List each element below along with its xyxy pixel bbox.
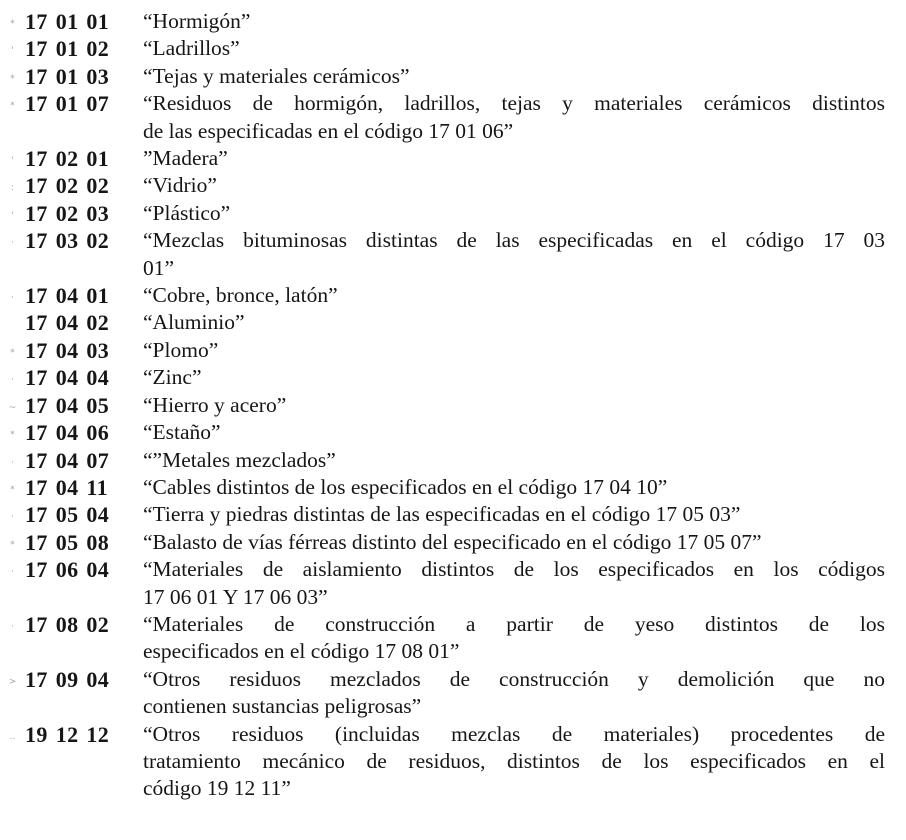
waste-code: 17 03 02 <box>25 228 110 254</box>
list-item <box>0 501 886 528</box>
list-item <box>0 556 886 611</box>
list-item <box>0 611 886 666</box>
description-line: “Estaño” <box>143 420 221 445</box>
list-item <box>0 721 886 803</box>
list-item <box>0 145 886 172</box>
list-item <box>0 309 886 336</box>
waste-description <box>143 337 885 364</box>
list-item <box>0 282 886 309</box>
description-line: “Otros residuos (incluidas mezclas de materiales) procedentes de <box>143 721 885 746</box>
list-item <box>0 227 886 282</box>
waste-description <box>143 309 885 336</box>
description-line: “Plomo” <box>143 337 219 362</box>
description-line: tratamiento mecánico de residuos, distintos de los especificados en el <box>143 748 885 773</box>
waste-description <box>143 556 885 611</box>
list-item <box>0 474 886 501</box>
list-item <box>0 8 886 35</box>
waste-description <box>143 474 885 501</box>
description-line: “Vidrio” <box>143 173 217 198</box>
waste-code: 17 04 06 <box>25 420 110 446</box>
margin-mark-icon: * <box>10 430 15 441</box>
waste-description <box>143 63 885 90</box>
waste-description <box>143 227 885 282</box>
waste-description <box>143 172 885 199</box>
description-line: contienen sustancias peligrosas” <box>143 694 422 719</box>
waste-code: 17 05 08 <box>25 529 110 555</box>
waste-code: 17 04 04 <box>25 365 110 391</box>
waste-description <box>143 666 885 721</box>
waste-code: 17 04 01 <box>25 283 110 309</box>
margin-mark-icon: · <box>11 457 14 468</box>
margin-mark-icon: * <box>10 19 15 29</box>
waste-code: 17 04 05 <box>25 392 110 418</box>
waste-description <box>143 200 885 227</box>
waste-description <box>143 282 885 309</box>
description-line: “Aluminio” <box>143 310 245 335</box>
waste-code: 17 06 04 <box>25 557 110 583</box>
description-line: “Residuos de hormigón, ladrillos, tejas y materiales cerámicos distintos <box>143 91 885 116</box>
margin-mark-icon: : <box>10 183 15 194</box>
margin-mark-icon: ~ <box>8 402 17 413</box>
waste-description <box>143 35 885 62</box>
description-line: de las especificadas en el código 17 01 06” <box>143 118 514 143</box>
waste-description <box>143 145 885 172</box>
list-item <box>0 364 886 391</box>
margin-mark-icon: ' <box>11 46 14 57</box>
description-line: “Hierro y acero” <box>143 392 287 417</box>
list-item <box>0 392 886 419</box>
list-item <box>0 200 886 227</box>
waste-code: 17 01 03 <box>25 63 110 89</box>
waste-description <box>143 721 885 803</box>
waste-description <box>143 8 885 35</box>
waste-code: 17 01 07 <box>25 91 110 117</box>
margin-mark-icon: .. <box>9 731 16 742</box>
waste-code: 17 04 02 <box>25 310 110 336</box>
waste-description <box>143 611 885 666</box>
waste-code: 17 04 11 <box>25 474 108 500</box>
description-line: especificados en el código 17 08 01” <box>143 639 460 664</box>
description-line: “Tierra y piedras distintas de las especificadas en el código 17 05 03” <box>143 502 741 527</box>
waste-code: 17 02 01 <box>25 146 110 172</box>
list-item <box>0 447 886 474</box>
description-line: “Tejas y materiales cerámicos” <box>143 63 410 88</box>
list-item <box>0 90 886 145</box>
waste-description <box>143 419 885 446</box>
waste-description <box>143 364 885 391</box>
description-line: “Cables distintos de los especificados en el código 17 04 10” <box>143 474 668 499</box>
description-line: ”Madera” <box>143 146 228 171</box>
description-line: “Balasto de vías férreas distinto del especificado en el código 17 05 07” <box>143 529 762 554</box>
list-item <box>0 666 886 721</box>
description-line: “”Metales mezclados” <box>143 447 336 472</box>
description-line: 01” <box>143 255 175 280</box>
margin-mark-icon: ' <box>11 156 14 167</box>
waste-code: 17 01 02 <box>25 36 110 62</box>
description-line: código 19 12 11” <box>143 776 291 801</box>
waste-code: 17 05 04 <box>25 502 110 528</box>
list-item <box>0 529 886 556</box>
margin-mark-icon: · <box>11 238 14 249</box>
waste-description <box>143 447 885 474</box>
waste-code: 17 01 01 <box>25 9 110 34</box>
waste-code: 17 04 07 <box>25 447 110 473</box>
margin-mark-icon: · <box>11 567 14 578</box>
waste-description <box>143 90 885 145</box>
margin-mark-icon: * <box>10 73 15 84</box>
margin-mark-icon: * <box>10 539 15 550</box>
list-item <box>0 419 886 446</box>
waste-description <box>143 392 885 419</box>
list-item <box>0 35 886 62</box>
waste-code: 17 08 02 <box>25 611 110 637</box>
waste-code-list <box>0 8 886 803</box>
description-line: “Ladrillos” <box>143 36 240 61</box>
description-line: “Materiales de construcción a partir de yeso distintos de los <box>143 611 885 636</box>
description-line: “Zinc” <box>143 365 202 390</box>
description-line: “Otros residuos mezclados de construcción y demolición que no <box>143 666 885 691</box>
margin-mark-icon <box>0 309 25 320</box>
waste-code: 17 02 02 <box>25 173 110 199</box>
waste-code: 17 02 03 <box>25 200 110 226</box>
margin-mark-icon: > <box>8 676 17 687</box>
description-line: “Materiales de aislamiento distintos de los especificados en los códigos <box>143 557 885 582</box>
waste-code: 19 12 12 <box>25 721 110 747</box>
margin-mark-icon: · <box>11 375 14 386</box>
description-line: “Mezclas bituminosas distintas de las especificadas en el código 17 03 <box>143 228 885 253</box>
description-line: “Cobre, bronce, latón” <box>143 283 338 308</box>
list-item <box>0 63 886 90</box>
margin-mark-icon: ' <box>11 210 14 221</box>
margin-mark-icon: · <box>11 621 14 632</box>
list-item <box>0 337 886 364</box>
margin-mark-icon: * <box>10 484 15 495</box>
waste-code: 17 09 04 <box>25 666 110 692</box>
description-line: “Hormigón” <box>143 9 251 33</box>
description-line: 17 06 01 Y 17 06 03” <box>143 584 328 609</box>
waste-description <box>143 501 885 528</box>
list-item <box>0 172 886 199</box>
margin-mark-icon: * <box>10 347 15 358</box>
margin-mark-icon: * <box>10 101 15 112</box>
description-line: “Plástico” <box>143 200 231 225</box>
waste-code: 17 04 03 <box>25 337 110 363</box>
margin-mark-icon: · <box>11 512 14 523</box>
waste-description <box>143 529 885 556</box>
margin-mark-icon: · <box>11 293 14 304</box>
